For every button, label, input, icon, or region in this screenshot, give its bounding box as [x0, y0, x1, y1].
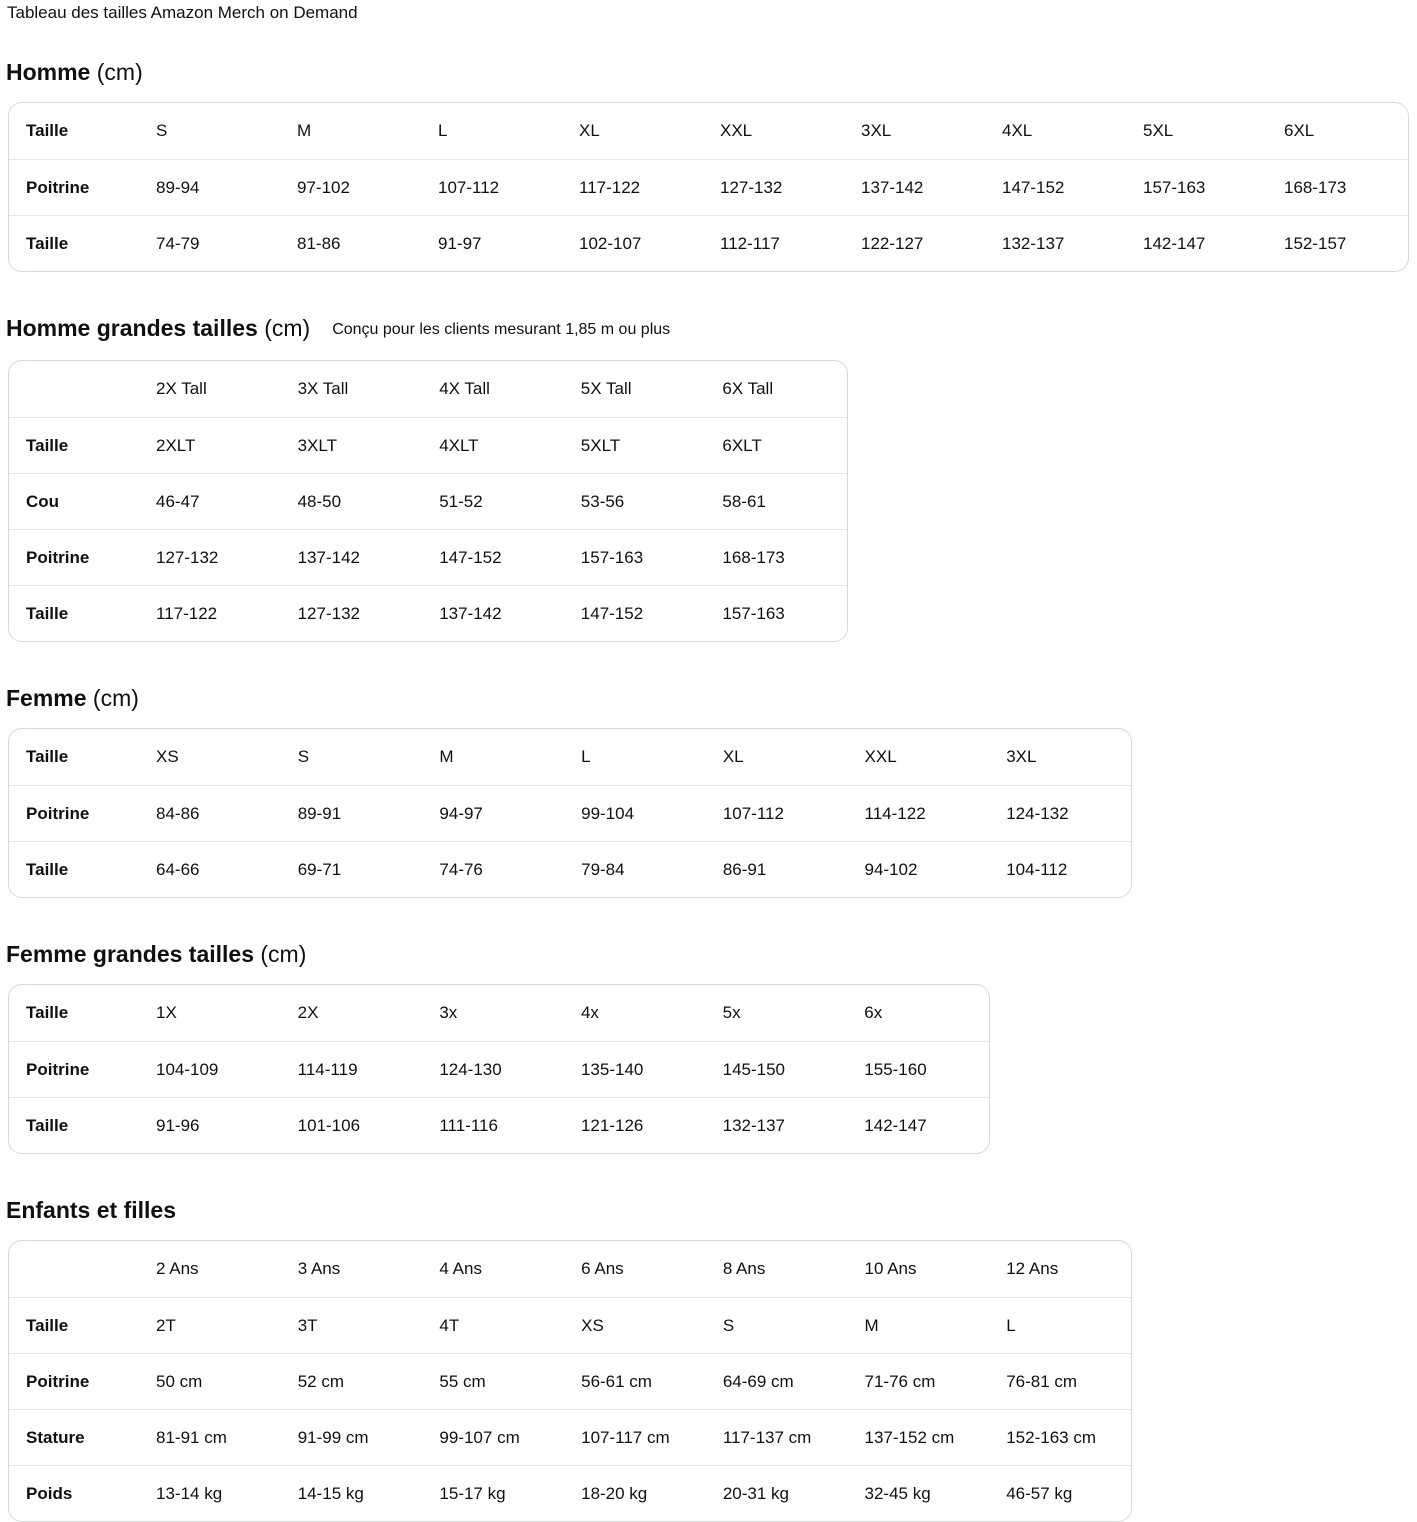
- table-row: [9, 785, 1131, 841]
- row-label: Stature: [9, 1409, 139, 1465]
- cell: 89-91: [281, 785, 423, 841]
- section-title: Femme grandes tailles: [6, 941, 254, 967]
- row-label: Taille: [26, 121, 69, 140]
- row-label: Taille: [9, 1297, 139, 1353]
- cell: 99-104: [564, 785, 706, 841]
- cell: 132-137: [985, 215, 1126, 271]
- cell: 155-160: [847, 1041, 989, 1097]
- section-homme-grandes-tailles: [6, 314, 1409, 642]
- size-table-enfants-et-filles: [8, 1240, 1132, 1522]
- cell: 89-94: [139, 159, 280, 215]
- size-table-homme: [8, 102, 1409, 272]
- cell: S: [706, 1297, 848, 1353]
- cell: 64-69 cm: [706, 1353, 848, 1409]
- cell: M: [848, 1297, 990, 1353]
- column-header: S: [297, 747, 310, 766]
- column-header: XL: [722, 747, 744, 766]
- cell: 2XLT: [139, 417, 281, 473]
- cell: 99-107 cm: [422, 1409, 564, 1465]
- section-unit: (cm): [257, 315, 311, 341]
- cell: 74-76: [422, 841, 564, 897]
- cell: 2T: [139, 1297, 281, 1353]
- cell: 20-31 kg: [706, 1465, 848, 1521]
- row-label: [9, 1241, 139, 1297]
- cell: 3XLT: [281, 417, 423, 473]
- cell: 86-91: [706, 841, 848, 897]
- cell: 152-157: [1267, 215, 1408, 271]
- cell: 127-132: [703, 159, 844, 215]
- cell: 91-97: [421, 215, 562, 271]
- table-row: [9, 1041, 989, 1097]
- row-label: Taille: [9, 841, 139, 897]
- cell: 91-96: [139, 1097, 281, 1153]
- row-label: Taille: [26, 1003, 69, 1022]
- row-label: Taille: [26, 747, 69, 766]
- cell: 112-117: [703, 215, 844, 271]
- row-label: Cou: [9, 473, 139, 529]
- cell: 137-142: [422, 585, 564, 641]
- column-header: S: [156, 121, 168, 140]
- cell: 124-130: [422, 1041, 564, 1097]
- column-header: M: [439, 747, 454, 766]
- cell: 137-142: [281, 529, 423, 585]
- column-header: 4x: [580, 1003, 599, 1022]
- table-row: [9, 1353, 1131, 1409]
- table-row: [9, 473, 847, 529]
- section-enfants-et-filles: [6, 1196, 1409, 1522]
- cell: 137-142: [844, 159, 985, 215]
- cell: 4XLT: [422, 417, 564, 473]
- column-header: 2 Ans: [156, 1259, 199, 1278]
- cell: 127-132: [281, 585, 423, 641]
- cell: 64-66: [139, 841, 281, 897]
- cell: 111-116: [422, 1097, 564, 1153]
- cell: 168-173: [1267, 159, 1408, 215]
- cell: 157-163: [564, 529, 706, 585]
- cell: 97-102: [280, 159, 421, 215]
- cell: 94-102: [848, 841, 990, 897]
- column-header: 5x: [722, 1003, 741, 1022]
- table-row: [9, 215, 1408, 271]
- cell: 152-163 cm: [989, 1409, 1131, 1465]
- column-header: XXL: [864, 747, 897, 766]
- section-heading-femme-grandes-tailles: [6, 940, 1409, 968]
- size-table-homme-grandes-tailles: [8, 360, 848, 642]
- cell: 147-152: [564, 585, 706, 641]
- cell: 147-152: [985, 159, 1126, 215]
- header-row: [9, 729, 1131, 785]
- cell: 14-15 kg: [281, 1465, 423, 1521]
- column-header: 3x: [439, 1003, 458, 1022]
- table-row: [9, 1097, 989, 1153]
- table-row: [9, 1297, 1131, 1353]
- section-homme: [6, 58, 1409, 272]
- cell: 122-127: [844, 215, 985, 271]
- section-title: Homme: [6, 59, 91, 85]
- column-header: 6XL: [1284, 121, 1315, 140]
- cell: 58-61: [705, 473, 847, 529]
- cell: 84-86: [139, 785, 281, 841]
- sections: [6, 58, 1409, 1522]
- cell: 168-173: [705, 529, 847, 585]
- column-header: 3XL: [1006, 747, 1037, 766]
- cell: 104-112: [989, 841, 1131, 897]
- cell: 107-117 cm: [564, 1409, 706, 1465]
- row-label: Poitrine: [9, 159, 139, 215]
- cell: 142-147: [1126, 215, 1267, 271]
- cell: 56-61 cm: [564, 1353, 706, 1409]
- section-subtitle: Conçu pour les clients mesurant 1,85 m ou plus: [332, 321, 671, 338]
- cell: 114-122: [848, 785, 990, 841]
- cell: 76-81 cm: [989, 1353, 1131, 1409]
- row-label: Poitrine: [9, 785, 139, 841]
- cell: 107-112: [421, 159, 562, 215]
- row-label: Poitrine: [9, 1041, 139, 1097]
- column-header: 6X Tall: [722, 379, 774, 398]
- section-unit: (cm): [86, 685, 139, 711]
- cell: 107-112: [706, 785, 848, 841]
- row-label: Poitrine: [9, 1353, 139, 1409]
- row-label: Taille: [9, 417, 139, 473]
- column-header: 6x: [864, 1003, 883, 1022]
- cell: 74-79: [139, 215, 280, 271]
- column-header: 4 Ans: [439, 1259, 482, 1278]
- cell: 79-84: [564, 841, 706, 897]
- column-header: 3 Ans: [297, 1259, 341, 1278]
- table-row: [9, 841, 1131, 897]
- page-title: Tableau des tailles Amazon Merch on Demand: [7, 3, 358, 22]
- column-header: M: [297, 121, 312, 140]
- section-title: Homme grandes tailles: [6, 315, 258, 341]
- cell: 6XLT: [705, 417, 847, 473]
- cell: 101-106: [281, 1097, 423, 1153]
- cell: L: [989, 1297, 1131, 1353]
- cell: 127-132: [139, 529, 281, 585]
- cell: 69-71: [281, 841, 423, 897]
- section-unit: (cm): [90, 59, 143, 85]
- column-header: XS: [156, 747, 179, 766]
- size-table-femme-grandes-tailles: [8, 984, 990, 1154]
- header-row: [9, 985, 989, 1041]
- section-title: Femme: [6, 685, 87, 711]
- column-header: 6 Ans: [581, 1259, 624, 1278]
- cell: XS: [564, 1297, 706, 1353]
- cell: 46-47: [139, 473, 281, 529]
- cell: 13-14 kg: [139, 1465, 281, 1521]
- column-header: 5X Tall: [580, 379, 632, 398]
- cell: 53-56: [564, 473, 706, 529]
- table-row: [9, 529, 847, 585]
- table-row: [9, 1465, 1131, 1521]
- column-header: 3XL: [861, 121, 892, 140]
- cell: 102-107: [562, 215, 703, 271]
- row-label: Poitrine: [9, 529, 139, 585]
- column-header: XXL: [720, 121, 753, 140]
- cell: 117-122: [562, 159, 703, 215]
- cell: 46-57 kg: [989, 1465, 1131, 1521]
- section-heading-homme-grandes-tailles: [6, 314, 1409, 344]
- cell: 132-137: [706, 1097, 848, 1153]
- cell: 117-122: [139, 585, 281, 641]
- cell: 114-119: [281, 1041, 423, 1097]
- cell: 51-52: [422, 473, 564, 529]
- column-header: 4XL: [1002, 121, 1033, 140]
- column-header: 2X Tall: [156, 379, 207, 398]
- header-row: [9, 103, 1408, 159]
- cell: 157-163: [1126, 159, 1267, 215]
- cell: 145-150: [706, 1041, 848, 1097]
- table-row: [9, 417, 847, 473]
- column-header: 3X Tall: [297, 379, 349, 398]
- section-title: Enfants et filles: [6, 1197, 176, 1223]
- table-row: [9, 159, 1408, 215]
- cell: 52 cm: [281, 1353, 423, 1409]
- table-row: [9, 585, 847, 641]
- table-row: [9, 1409, 1131, 1465]
- section-femme: [6, 684, 1409, 898]
- column-header: 8 Ans: [722, 1259, 766, 1278]
- cell: 124-132: [989, 785, 1131, 841]
- cell: 81-86: [280, 215, 421, 271]
- cell: 50 cm: [139, 1353, 281, 1409]
- column-header: L: [581, 747, 591, 766]
- column-header: 5XL: [1143, 121, 1174, 140]
- cell: 3T: [281, 1297, 423, 1353]
- section-heading-homme: [6, 58, 1409, 86]
- section-heading-femme: [6, 684, 1409, 712]
- cell: 147-152: [422, 529, 564, 585]
- row-label: [9, 361, 139, 417]
- cell: 48-50: [281, 473, 423, 529]
- row-label: Taille: [9, 585, 139, 641]
- row-label: Taille: [9, 1097, 139, 1153]
- cell: 91-99 cm: [281, 1409, 423, 1465]
- cell: 142-147: [847, 1097, 989, 1153]
- header-row: [9, 1241, 1131, 1297]
- cell: 15-17 kg: [422, 1465, 564, 1521]
- section-heading-enfants-et-filles: [6, 1196, 1409, 1224]
- cell: 104-109: [139, 1041, 281, 1097]
- cell: 5XLT: [564, 417, 706, 473]
- cell: 94-97: [422, 785, 564, 841]
- cell: 4T: [422, 1297, 564, 1353]
- cell: 137-152 cm: [848, 1409, 990, 1465]
- cell: 71-76 cm: [848, 1353, 990, 1409]
- cell: 121-126: [564, 1097, 706, 1153]
- cell: 117-137 cm: [706, 1409, 848, 1465]
- row-label: Poids: [9, 1465, 139, 1521]
- column-header: 4X Tall: [439, 379, 490, 398]
- column-header: 12 Ans: [1006, 1259, 1059, 1278]
- column-header: L: [438, 121, 448, 140]
- section-femme-grandes-tailles: [6, 940, 1409, 1154]
- size-table-femme: [8, 728, 1132, 898]
- cell: 32-45 kg: [848, 1465, 990, 1521]
- cell: 18-20 kg: [564, 1465, 706, 1521]
- cell: 55 cm: [422, 1353, 564, 1409]
- header-row: [9, 361, 847, 417]
- row-label: Taille: [9, 215, 139, 271]
- section-unit: (cm): [254, 941, 307, 967]
- cell: 157-163: [705, 585, 847, 641]
- column-header: 10 Ans: [864, 1259, 917, 1278]
- cell: 81-91 cm: [139, 1409, 281, 1465]
- column-header: 1X: [156, 1003, 177, 1022]
- column-header: 2X: [297, 1003, 319, 1022]
- column-header: XL: [579, 121, 600, 140]
- cell: 135-140: [564, 1041, 706, 1097]
